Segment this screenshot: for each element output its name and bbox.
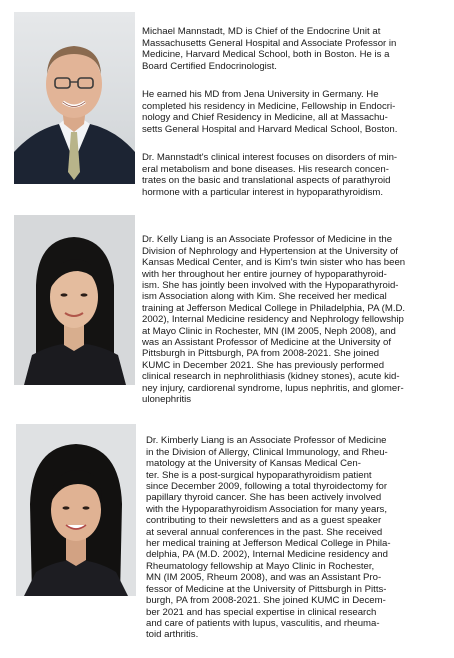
- bio-kimberly-liang: [0, 415, 454, 641]
- bio-michael-mannstadt: [0, 0, 454, 200]
- portrait-photo: [16, 424, 136, 596]
- portrait-photo: [14, 12, 135, 184]
- portrait-woman-1-image: [14, 215, 135, 385]
- bio-paragraph: He earned his MD from Jena University in Germany. He completed his residency in Medicine, Fellowship in Endocri- nology and Chief Residency in Medicine, all at Massachu- setts General Hospital and Harvard Medical School, Boston.: [142, 89, 398, 135]
- bio-text: [142, 15, 450, 216]
- portrait-man-image: [14, 12, 135, 184]
- portrait-woman-2-image: [16, 424, 136, 596]
- bio-paragraph: Dr. Mannstadt's clinical interest focuses on disorders of min- eral metabolism and bone diseases. His research concen- trates on the basic and translational aspects of parathyroid hormone with a particular interest in hypoparathyroidism.: [142, 152, 398, 198]
- portrait-photo: [14, 215, 135, 385]
- bio-paragraph: Michael Mannstadt, MD is Chief of the Endocrine Unit at Massachusetts General Hospital and Associate Professor in Medicine, Harvard Medical School, both in Boston. He is a Board Certified Endocrinologist.: [142, 26, 397, 72]
- bio-kelly-liang: [0, 210, 454, 410]
- bio-text: [142, 223, 450, 423]
- bio-text: [146, 424, 450, 658]
- bio-paragraph: Dr. Kimberly Liang is an Associate Professor of Medicine in the Division of Allergy, Clinical Immunology, and Rheu- matology at the University of Kansas Medical Cen- ter. She is a post-surgical hypoparathyroidism patient since December 2009, following a total thyroidectomy for papillary thyroid cancer. She has been actively involved with the Hypoparathyroidism Association for many years, contributing to their newsletters and as a guest speaker at several annual conferences in the past. She received her medical training at Jefferson Medical College in Phila- delphia, PA (M.D. 2002), Internal Medicine residency and Rheumatology fellowship at Mayo Clinic in Rochester, MN (IM 2005, Rheum 2008), and was an Assistant Pro- fessor of Medicine at the University of Pittsburgh in Pitts- burgh, PA from 2008-2021. She joined KUMC in Decem- ber 2021 and has special expertise in clinical research and care of patients with lupus, vasculitis, and rheuma- toid arthritis.: [146, 435, 391, 641]
- bio-paragraph: Dr. Kelly Liang is an Associate Professor of Medicine in the Division of Nephrology and Hypertension at the University of Kansas Medical Center, and is Kim's twin sister who has been with her throughout her entire journey of hypoparathyroid- ism. She has jointly been involved with the Hypoparathyroid- ism Association along with Kim. She received her medical training at Jefferson Medical College in Philadelphia, PA (M.D. 2002), Internal Medicine residency and Nephrology fellowship at Mayo Clinic in Rochester, MN (IM 2005, Neph 2008), and was an Assistant Professor of Medicine at the University of Pittsburgh in Pittsburgh, PA from 2008-2021. She joined KUMC in December 2021. She has previously performed clinical research in nephrolithiasis (kidney stones), acute kid- ney injury, cardiorenal syndrome, lupus nephritis, and glomer- ulonephritis: [142, 234, 406, 406]
